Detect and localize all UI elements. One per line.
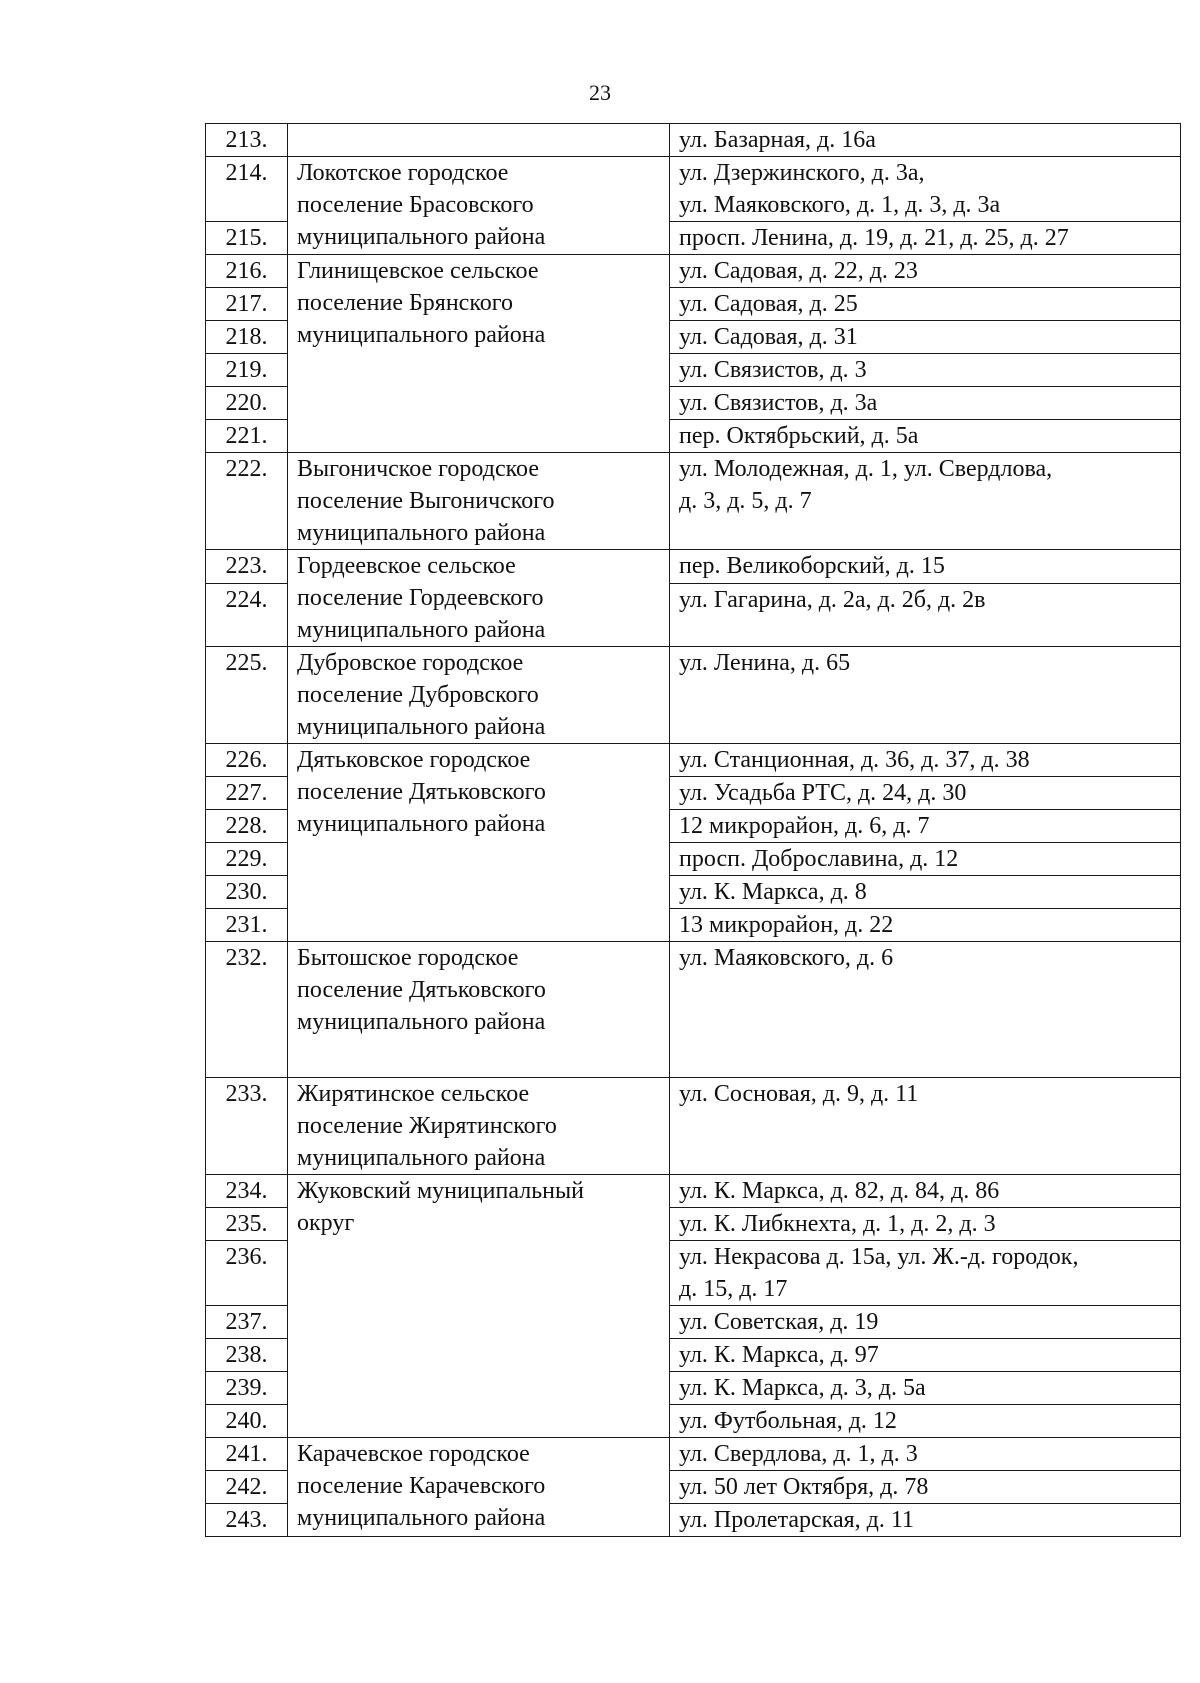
settlement-name: Карачевское городское поселение Карачевского муниципального района [288,1438,670,1537]
settlement-name: Выгоничское городское поселение Выгоничского муниципального района [288,453,670,550]
row-number: 225. [206,647,288,744]
settlement-name: Гордеевское сельское поселение Гордеевского муниципального района [288,550,670,647]
row-number: 232. [206,942,288,1078]
address: ул. 50 лет Октября, д. 78 [670,1471,1181,1504]
address: пер. Октябрьский, д. 5а [670,420,1181,453]
row-number: 234. [206,1175,288,1208]
row-number: 223. [206,550,288,584]
address: ул. Советская, д. 19 [670,1306,1181,1339]
address: ул. Связистов, д. 3а [670,387,1181,420]
address: просп. Доброславина, д. 12 [670,843,1181,876]
address: ул. Свердлова, д. 1, д. 3 [670,1438,1181,1471]
page-number: 23 [589,80,611,105]
row-number: 230. [206,876,288,909]
row-number: 229. [206,843,288,876]
row-number: 214. [206,157,288,222]
settlement-name: Глинищевское сельское поселение Брянского муниципального района [288,255,670,453]
table-row [206,744,1181,777]
address: пер. Великоборский, д. 15 [670,550,1181,584]
row-number: 227. [206,777,288,810]
row-number: 237. [206,1306,288,1339]
row-number: 220. [206,387,288,420]
row-number: 215. [206,222,288,255]
row-number: 221. [206,420,288,453]
table-row [206,1438,1181,1471]
row-number: 222. [206,453,288,550]
address: ул. Садовая, д. 22, д. 23 [670,255,1181,288]
settlement-name: Дятьковское городское поселение Дятьковского муниципального района [288,744,670,942]
row-number: 216. [206,255,288,288]
row-number: 213. [206,124,288,157]
address: ул. Некрасова д. 15а, ул. Ж.-д. городок, д. 15, д. 17 [670,1241,1181,1306]
address: ул. К. Маркса, д. 97 [670,1339,1181,1372]
row-number: 217. [206,288,288,321]
address: ул. К. Либкнехта, д. 1, д. 2, д. 3 [670,1208,1181,1241]
row-number: 238. [206,1339,288,1372]
row-number: 236. [206,1241,288,1306]
settlement-name: Бытошское городское поселение Дятьковского муниципального района [288,942,670,1078]
row-number: 242. [206,1471,288,1504]
settlement-name [288,124,670,157]
row-number: 218. [206,321,288,354]
row-number: 243. [206,1504,288,1537]
table-row [206,255,1181,288]
row-number: 240. [206,1405,288,1438]
address: ул. Футбольная, д. 12 [670,1405,1181,1438]
address: просп. Ленина, д. 19, д. 21, д. 25, д. 27 [670,222,1181,255]
table-row [206,647,1181,744]
address: ул. Станционная, д. 36, д. 37, д. 38 [670,744,1181,777]
table-row [206,124,1181,157]
address: 13 микрорайон, д. 22 [670,909,1181,942]
address: ул. Маяковского, д. 6 [670,942,1181,1078]
address: ул. К. Маркса, д. 8 [670,876,1181,909]
settlement-name: Жирятинское сельское поселение Жирятинского муниципального района [288,1078,670,1175]
settlement-name: Жуковский муниципальный округ [288,1175,670,1438]
address: ул. Дзержинского, д. 3а, ул. Маяковского, д. 1, д. 3, д. 3а [670,157,1181,222]
row-number: 224. [206,584,288,647]
settlement-name: Локотское городское поселение Брасовского муниципального района [288,157,670,255]
addresses-table [205,123,1181,1537]
address: ул. К. Маркса, д. 3, д. 5а [670,1372,1181,1405]
address: ул. Связистов, д. 3 [670,354,1181,387]
row-number: 219. [206,354,288,387]
table-row [206,550,1181,584]
table-row [206,1175,1181,1208]
address: ул. Пролетарская, д. 11 [670,1504,1181,1537]
row-number: 241. [206,1438,288,1471]
row-number: 239. [206,1372,288,1405]
table-row [206,942,1181,1078]
table-row [206,453,1181,550]
row-number: 233. [206,1078,288,1175]
table-row [206,157,1181,222]
address: ул. Усадьба РТС, д. 24, д. 30 [670,777,1181,810]
address: ул. Садовая, д. 31 [670,321,1181,354]
address: ул. К. Маркса, д. 82, д. 84, д. 86 [670,1175,1181,1208]
row-number: 226. [206,744,288,777]
address: ул. Молодежная, д. 1, ул. Свердлова, д. 3, д. 5, д. 7 [670,453,1181,550]
address: ул. Садовая, д. 25 [670,288,1181,321]
address: ул. Гагарина, д. 2а, д. 2б, д. 2в [670,584,1181,647]
address: 12 микрорайон, д. 6, д. 7 [670,810,1181,843]
row-number: 235. [206,1208,288,1241]
address: ул. Сосновая, д. 9, д. 11 [670,1078,1181,1175]
row-number: 231. [206,909,288,942]
address: ул. Базарная, д. 16а [670,124,1181,157]
address: ул. Ленина, д. 65 [670,647,1181,744]
settlement-name: Дубровское городское поселение Дубровского муниципального района [288,647,670,744]
row-number: 228. [206,810,288,843]
table-row [206,1078,1181,1175]
